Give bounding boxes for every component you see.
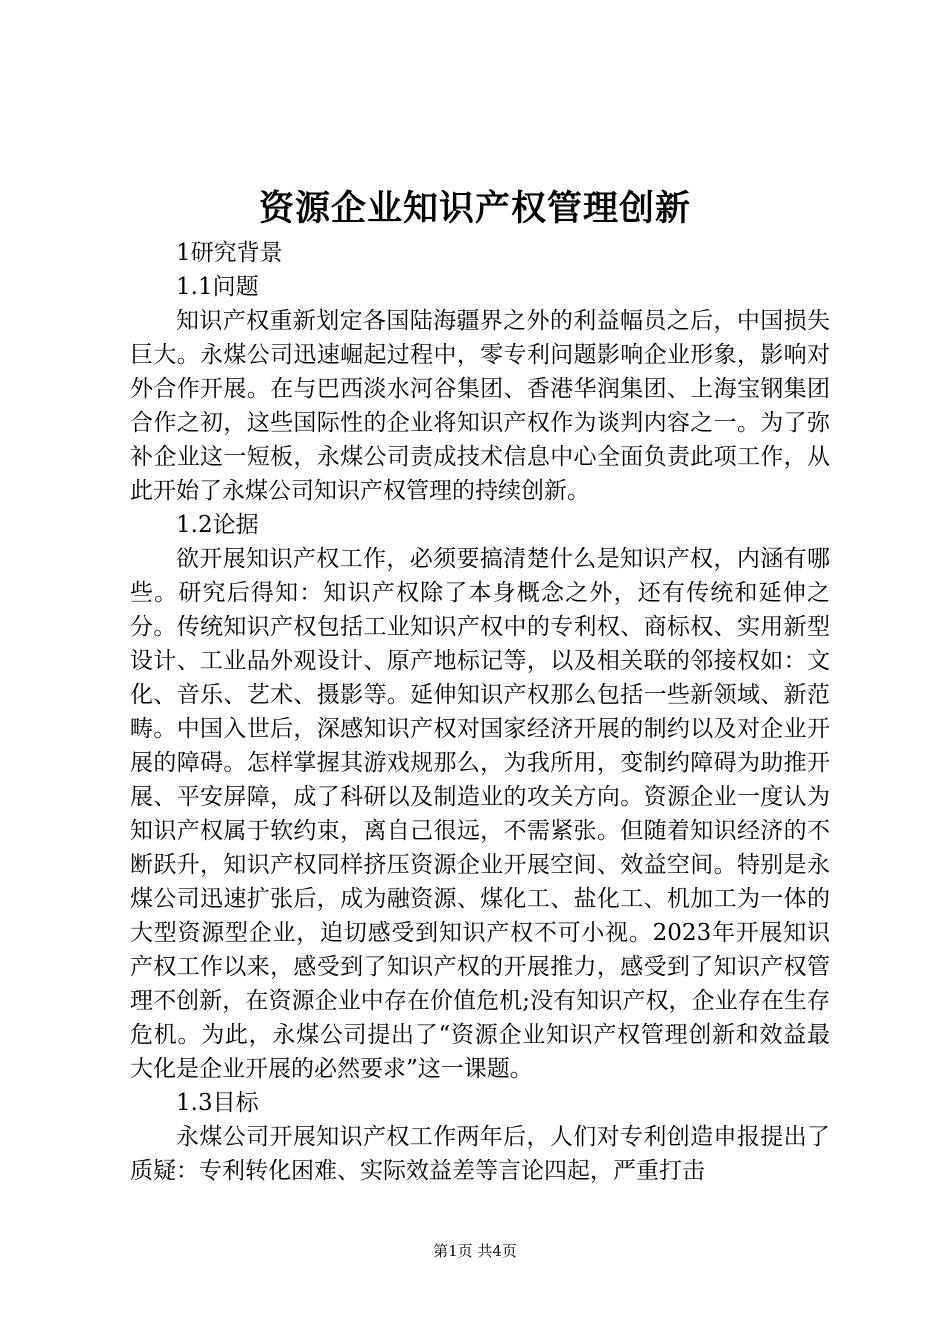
paragraph-problem: 知识产权重新划定各国陆海疆界之外的利益幅员之后，中国损失巨大。永煤公司迅速崛起过程中，零专利问题影响企业形象，影响对外合作开展。在与巴西淡水河谷集团、香港华润集团、上海宝钢集团合作之初，这些国际性的企业将知识产权作为谈判内容之一。为了弥补企业这一短板，永煤公司责成技术信息中心全面负责此项工作，从此开始了永煤公司知识产权管理的持续创新。	[130, 308, 830, 504]
section-heading-research-background: 1研究背景	[176, 240, 283, 266]
paragraph-argument: 欲开展知识产权工作，必须要搞清楚什么是知识产权，内涵有哪些。研究后得知：知识产权除了本身概念之外，还有传统和延伸之分。传统知识产权包括工业知识产权中的专利权、商标权、实用新型设计、工业品外观设计、原产地标记等，以及相关联的邻接权如：文化、音乐、艺术、摄影等。延伸知识产权那么包括一些新领域、新范畴。中国入世后，深感知识产权对国家经济开展的制约以及对企业开展的障碍。怎样掌握其游戏规那么，为我所用，变制约障碍为助推开展、平安屏障，成了科研以及制造业的攻关方向。资源企业一度认为知识产权属于软约束，离自己很远，不需紧张。但随着知识经济的不断跃升，知识产权同样挤压资源企业开展空间、效益空间。特别是永煤公司迅速扩张后，成为融资源、煤化工、盐化工、机加工为一体的大型资源型企业，迫切感受到知识产权不可小视。2023年开展知识产权工作以来，感受到了知识产权的开展推力，感受到了知识产权管理不创新，在资源企业中存在价值危机;没有知识产权，企业存在生存危机。为此，永煤公司提出了“资源企业知识产权管理创新和效益最大化是企业开展的必然要求”这一课题。	[130, 546, 830, 1082]
document-body	[130, 236, 830, 1188]
paragraph-goal: 永煤公司开展知识产权工作两年后，人们对专利创造申报提出了质疑：专利转化困难、实际效益差等言论四起，严重打击	[130, 1124, 830, 1184]
subsection-heading-argument: 1.2论据	[176, 512, 259, 538]
page-number-footer: 第1页 共4页	[433, 1242, 517, 1260]
document-title: 资源企业知识产权管理创新	[258, 188, 691, 229]
subsection-heading-goal: 1.3目标	[176, 1090, 259, 1116]
subsection-heading-problem: 1.1问题	[176, 274, 259, 300]
